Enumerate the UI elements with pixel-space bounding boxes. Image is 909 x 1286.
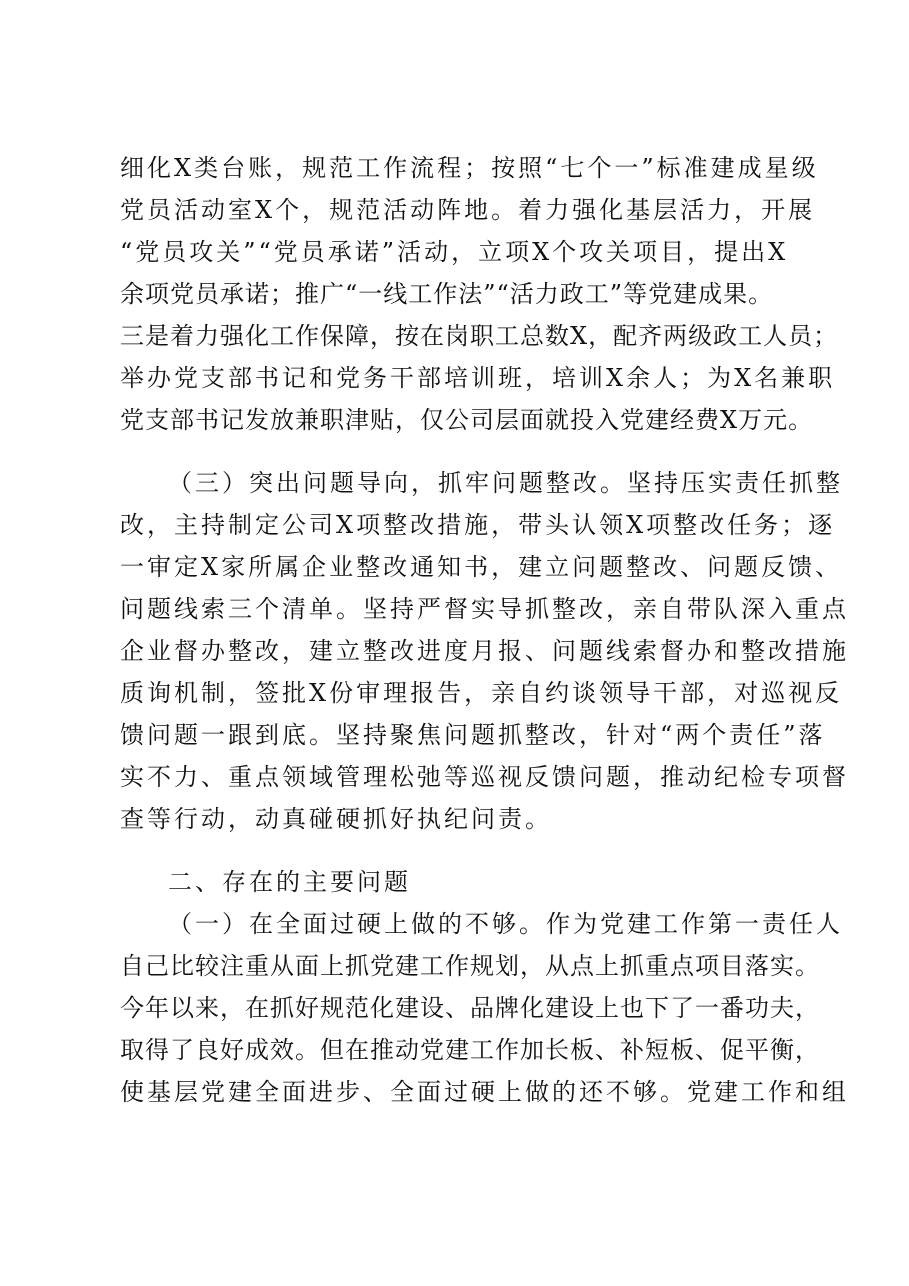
text-line: 党员活动室X个，规范活动阵地。着力强化基层活力，开展 — [120, 196, 816, 224]
text-line: 企业督办整改，建立整改进度月报、问题线索督办和整改措施 — [120, 637, 849, 665]
text-line: “党员攻关”“党员承诺”活动，立项X个攻关项目，提出X — [120, 238, 789, 266]
text-line: 取得了良好成效。但在推动党建工作加长板、补短板、促平衡， — [120, 1036, 820, 1064]
text-line: 实不力、重点领域管理松弛等巡视反馈问题，推动纪检专项督 — [120, 763, 849, 791]
text-line: 举办党支部书记和党务干部培训班，培训X余人；为X名兼职 — [120, 364, 836, 392]
text-line: 质询机制，签批X份审理报告，亲自约谈领导干部，对巡视反 — [120, 679, 843, 707]
text-line: 党支部书记发放兼职津贴，仅公司层面就投入党建经费X万元。 — [120, 406, 814, 434]
text-line: 三是着力强化工作保障，按在岗职工总数X，配齐两级政工人员； — [120, 322, 839, 350]
text-line: 改，主持制定公司X项整改措施，带头认领X项整改任务；逐 — [120, 511, 836, 539]
text-line: 一审定X家所属企业整改通知书，建立问题整改、问题反馈、 — [120, 553, 843, 581]
text-line: 问题线索三个清单。坚持严督实导抓整改，亲自带队深入重点 — [120, 595, 849, 623]
text-line: 使基层党建全面进步、全面过硬上做的还不够。党建工作和组 — [120, 1078, 849, 1106]
text-line: 细化X类台账，规范工作流程；按照“七个一”标准建成星级 — [120, 154, 819, 182]
text-line: 自己比较注重从面上抓党建工作规划，从点上抓重点项目落实。 — [120, 952, 820, 980]
section-heading: 二、存在的主要问题 — [168, 868, 411, 896]
paragraph-heading-3: （三）突出问题导向，抓牢问题整改。坚持压实责任抓整 — [168, 469, 843, 497]
text-line: 查等行动，动真碰硬抓好执纪问责。 — [120, 805, 552, 833]
text-line: 馈问题一跟到底。坚持聚焦问题抓整改，针对“两个责任”落 — [120, 721, 826, 749]
text-line: 余项党员承诺；推广“一线工作法”“活力政工”等党建成果。 — [120, 280, 774, 308]
text-line: 今年以来，在抓好规范化建设、品牌化建设上也下了一番功夫， — [120, 994, 820, 1022]
paragraph-heading-1: （一）在全面过硬上做的不够。作为党建工作第一责任人 — [168, 910, 843, 938]
